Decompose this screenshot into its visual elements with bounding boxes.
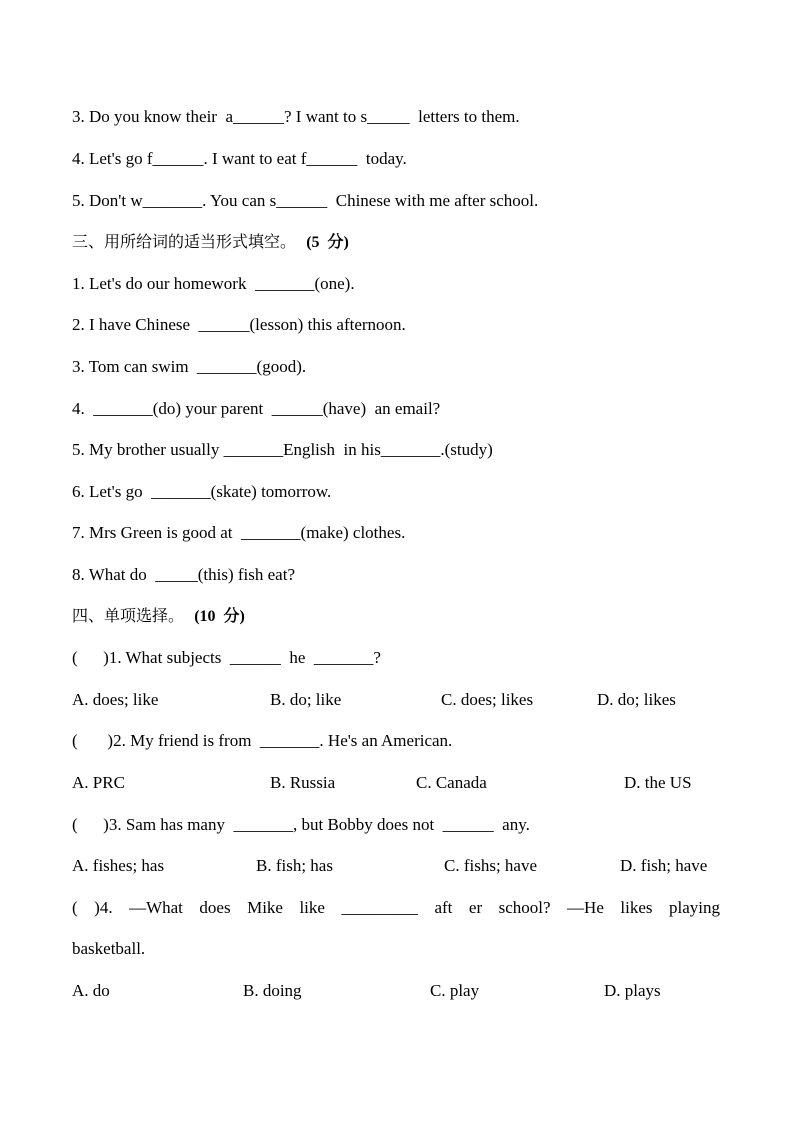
question-2-option-c: C. Canada [416, 773, 487, 792]
question-1-stem: ( )1. What subjects ______ he _______? [72, 648, 381, 667]
fill-blank-line-4: 4. Let's go f______. I want to eat f______ today. [72, 149, 407, 168]
word-form-item-6: 6. Let's go _______(skate) tomorrow. [72, 482, 332, 501]
question-4-stem-continuation: basketball. [72, 939, 146, 958]
fill-blank-line-3: 3. Do you know their a______? I want to s_____ letters to them. [72, 107, 520, 126]
section-3-score: (5 分) [306, 234, 349, 251]
word-form-item-5: 5. My brother usually _______English in his_______.(study) [72, 440, 493, 459]
question-2-stem: ( )2. My friend is from _______. He's an American. [72, 731, 453, 750]
question-3-option-b: B. fish; has [256, 856, 333, 875]
word-form-item-8: 8. What do _____(this) fish eat? [72, 565, 296, 584]
section-3-heading [72, 232, 349, 253]
question-4-option-d: D. plays [604, 981, 661, 1000]
question-1-option-d: D. do; likes [597, 690, 676, 709]
question-3-option-c: C. fishs; have [444, 856, 538, 875]
section-4-score: (10 分) [194, 608, 245, 625]
question-2-option-b: B. Russia [270, 773, 336, 792]
question-4-option-a: A. do [72, 981, 110, 1000]
section-4-title: 四、单项选择。 [72, 606, 185, 625]
question-1-option-c: C. does; likes [441, 690, 534, 709]
fill-blank-line-5: 5. Don't w_______. You can s______ Chinese with me after school. [72, 191, 539, 210]
question-3-stem: ( )3. Sam has many _______, but Bobby does not ______ any. [72, 815, 530, 834]
question-3-option-a: A. fishes; has [72, 856, 165, 875]
word-form-item-2: 2. I have Chinese ______(lesson) this afternoon. [72, 315, 406, 334]
section-3-title: 三、用所给词的适当形式填空。 [72, 232, 297, 251]
word-form-item-3: 3. Tom can swim _______(good). [72, 357, 307, 376]
question-1-option-b: B. do; like [270, 690, 342, 709]
section-4-heading [72, 606, 245, 627]
question-2-option-a: A. PRC [72, 773, 125, 792]
word-form-item-4: 4. _______(do) your parent ______(have) an email? [72, 399, 441, 418]
question-1-option-a: A. does; like [72, 690, 159, 709]
question-2-option-d: D. the US [624, 773, 692, 792]
word-form-item-7: 7. Mrs Green is good at _______(make) clothes. [72, 523, 406, 542]
question-3-option-d: D. fish; have [620, 856, 708, 875]
question-4-stem: ( )4. —What does Mike like _________ aft er school? —He likes playing [72, 898, 720, 917]
word-form-item-1: 1. Let's do our homework _______(one). [72, 274, 355, 293]
question-4-option-c: C. play [430, 981, 480, 1000]
question-4-option-b: B. doing [243, 981, 302, 1000]
